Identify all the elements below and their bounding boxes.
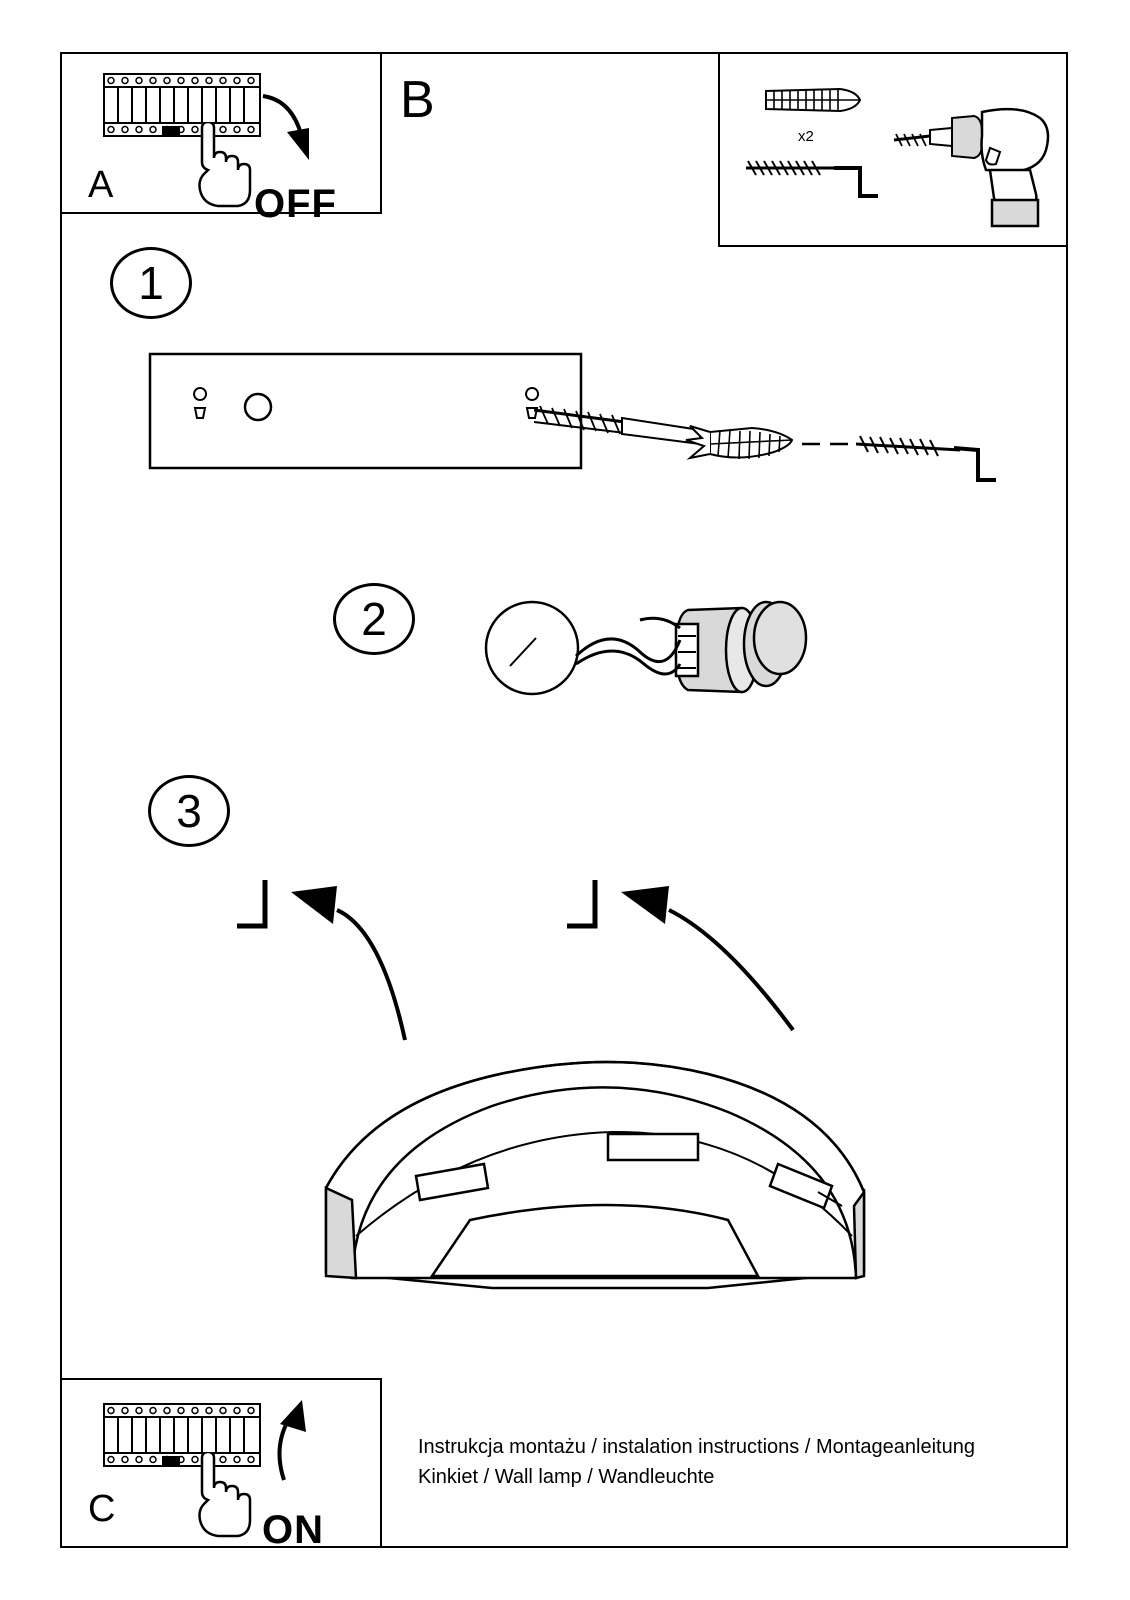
step-3-number: 3 — [148, 775, 230, 847]
wall-plug — [686, 426, 792, 459]
hand-pointing-icon — [190, 122, 262, 210]
slot-center — [608, 1134, 698, 1160]
power-drill-icon — [890, 74, 1058, 234]
panel-b — [718, 52, 1068, 247]
panel-a — [60, 52, 382, 226]
footer-line-1: Instrukcja montażu / instalation instructions / Montageanleitung — [418, 1436, 975, 1458]
hook-right — [567, 880, 595, 926]
panel-c-action-label: ON — [262, 1508, 324, 1552]
footer-line-2: Kinkiet / Wall lamp / Wandleuchte — [418, 1466, 715, 1488]
step-1-fastener-sequence — [530, 392, 1000, 502]
mounting-plate-icon — [148, 352, 583, 470]
wall-plug-icon — [760, 79, 865, 121]
panel-c-letter: C — [88, 1488, 116, 1530]
panel-c — [60, 1378, 382, 1552]
hook-screw — [856, 436, 996, 480]
drill-bit — [534, 406, 700, 444]
quantity-label: x2 — [798, 128, 814, 145]
step-1-number: 1 — [110, 247, 192, 319]
step-2-number: 2 — [333, 583, 415, 655]
panel-b-letter: B — [400, 71, 435, 129]
arrow-up-icon — [262, 1398, 332, 1484]
arrow-down-icon — [257, 90, 323, 172]
hand-pointing-icon-2 — [190, 1452, 262, 1540]
panel-a-letter: A — [88, 164, 114, 206]
footer-text — [418, 1432, 975, 1492]
hook-left — [237, 880, 265, 926]
lamp-socket-assembly-icon — [480, 580, 850, 720]
panel-a-action-label: OFF — [254, 182, 337, 226]
hook-screw-icon — [738, 142, 898, 210]
wall-lamp-shade-icon — [312, 1040, 872, 1300]
